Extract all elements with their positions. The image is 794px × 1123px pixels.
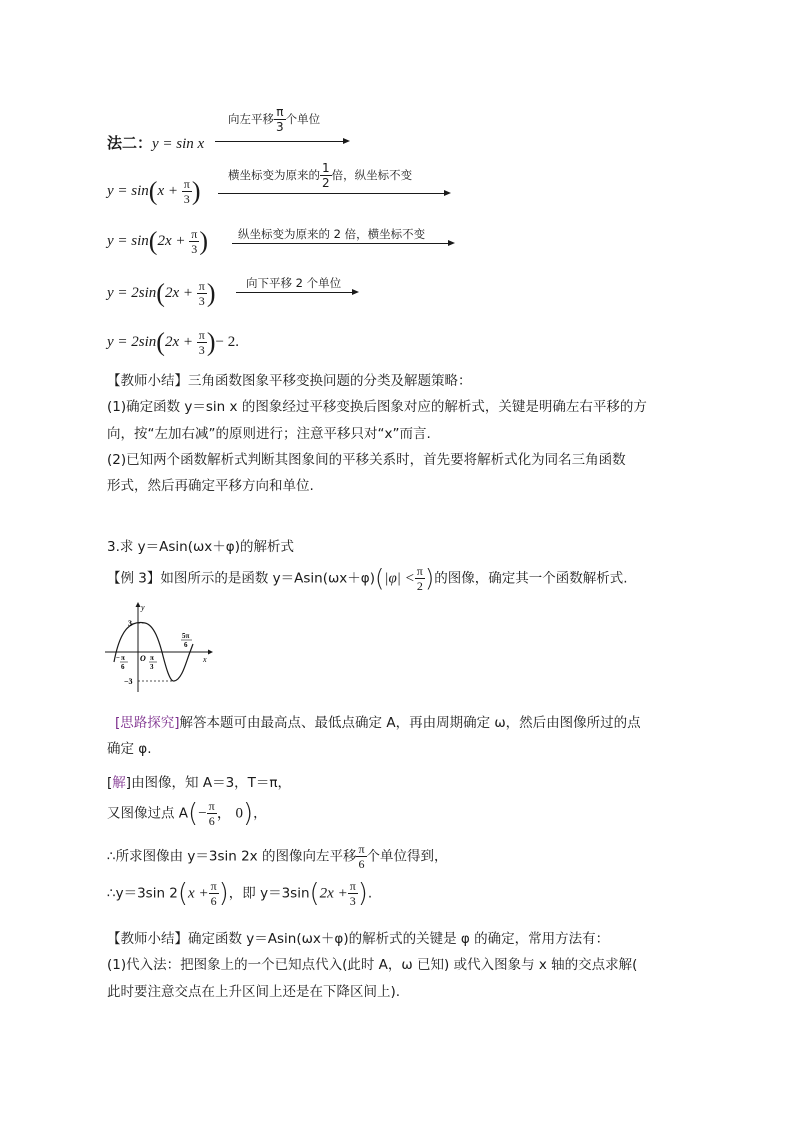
tick-end-den: 6 xyxy=(184,641,188,649)
solution-tag: 解 xyxy=(112,775,126,791)
arrow2-head xyxy=(444,190,451,196)
summary2-p1: (1)代入法：把图象上的一个已知点代入(此时 A，ω 已知) 或代入图象与 x 轴的交点求解( xyxy=(107,957,638,974)
method2-label: 法二： xyxy=(107,134,153,152)
arrow1-head xyxy=(343,138,350,144)
analysis-text-b: 确定 φ. xyxy=(107,741,152,758)
solution-line4: ∴y＝3sin 2(x + $\frac{\pi}{6}$ )，即 y＝3sin(2x + $\frac{\pi}{3}$ ). xyxy=(107,878,373,909)
solution-line3: ∴所求图像由 y＝3sin 2x 的图像向左平移 $\frac{\pi}{6}$ 个单位得到， xyxy=(107,842,448,871)
arrow1-line xyxy=(215,141,345,142)
summary2-title: 【教师小结】确定函数 y＝Asin(ωx＋φ)的解析式的关键是 φ 的确定，常用方法有： xyxy=(107,931,610,947)
solution-line1: [解]由图像，知 A＝3，T＝π， xyxy=(107,775,292,791)
arrow4-label: 向下平移 2 个单位 xyxy=(246,276,342,290)
tick-neg-den: 6 xyxy=(121,663,125,671)
arrow1-label: 向左平移 $\frac{\pi}{3}$ 个单位 xyxy=(228,105,321,134)
method2-line5: y = 2sin(2x + $\frac{\pi}{3}$ )− 2. xyxy=(107,327,239,357)
analysis-text: 解答本题可由最高点、最低点确定 A，再由周期确定 ω，然后由图像所过的点 xyxy=(179,715,641,731)
tick-pos-den: 3 xyxy=(150,663,154,671)
summary2-block xyxy=(107,926,727,1005)
arrow2-label: 横坐标变为原来的 $\frac{1}{2}$ 倍，纵坐标不变 xyxy=(228,161,413,190)
sine-graph xyxy=(100,600,215,695)
arrow4-line xyxy=(236,292,354,293)
tick-neg-num: π xyxy=(121,654,125,662)
x-axis-arrow xyxy=(208,650,213,655)
y-axis-arrow xyxy=(136,602,141,607)
summary1-p2b: 形式，然后再确定平移方向和单位. xyxy=(107,478,314,495)
summary1-title: 【教师小结】三角函数图象平移变换问题的分类及解题策略： xyxy=(107,373,472,389)
analysis-block xyxy=(107,710,727,763)
method2-line1 xyxy=(107,132,204,153)
origin-label: O xyxy=(140,654,146,663)
arrow4-head xyxy=(352,289,359,295)
method2-line4: y = 2sin(2x + $\frac{\pi}{3}$ ) xyxy=(107,278,216,308)
arrow3-head xyxy=(448,240,455,246)
example3-line: 【例 3】如图所示的是函数 y＝Asin(ωx＋φ)(|φ| < $\frac{\pi}{2}$ )的图像，确定其一个函数解析式. xyxy=(107,564,628,593)
solution-line2: 又图像过点 A(− $\frac{\pi}{6}$ ， 0)， xyxy=(107,798,267,829)
tick-neg-sign: − xyxy=(116,654,120,662)
summary2-p1b: 此时要注意交点在上升区间上还是在下降区间上). xyxy=(107,983,401,1000)
arrow3-label: 纵坐标变为原来的 2 倍，横坐标不变 xyxy=(238,227,426,241)
summary1-p1: (1)确定函数 y＝sin x 的图象经过平移变换后图象对应的解析式，关键是明确左右平移的方 xyxy=(107,399,647,416)
method2-line3: y = sin(2x + $\frac{\pi}{3}$ ) xyxy=(107,226,208,256)
tick-pos-num: π xyxy=(150,654,154,662)
method2-line2: y = sin(x + $\frac{\pi}{3}$ ) xyxy=(107,176,201,206)
analysis-tag: [思路探究] xyxy=(115,715,180,731)
y-max-label: 3 xyxy=(128,619,132,628)
method2-start: y = sin x xyxy=(152,136,205,152)
summary1-p2: (2)已知两个函数解析式判断其图象间的平移关系时，首先要将解析式化为同名三角函数 xyxy=(107,451,626,468)
arrow2-line xyxy=(218,193,446,194)
y-axis-label: y xyxy=(141,603,145,612)
x-axis-label: x xyxy=(203,655,207,664)
summary1-block xyxy=(107,368,727,500)
y-min-label: −3 xyxy=(124,677,133,686)
summary1-p1b: 向，按“左加右减”的原则进行；注意平移只对“x”而言. xyxy=(107,425,431,442)
arrow3-line xyxy=(232,243,450,244)
tick-end-num: 5π xyxy=(182,632,190,640)
section3-heading: 3.求 y＝Asin(ωx＋φ)的解析式 xyxy=(107,539,294,555)
